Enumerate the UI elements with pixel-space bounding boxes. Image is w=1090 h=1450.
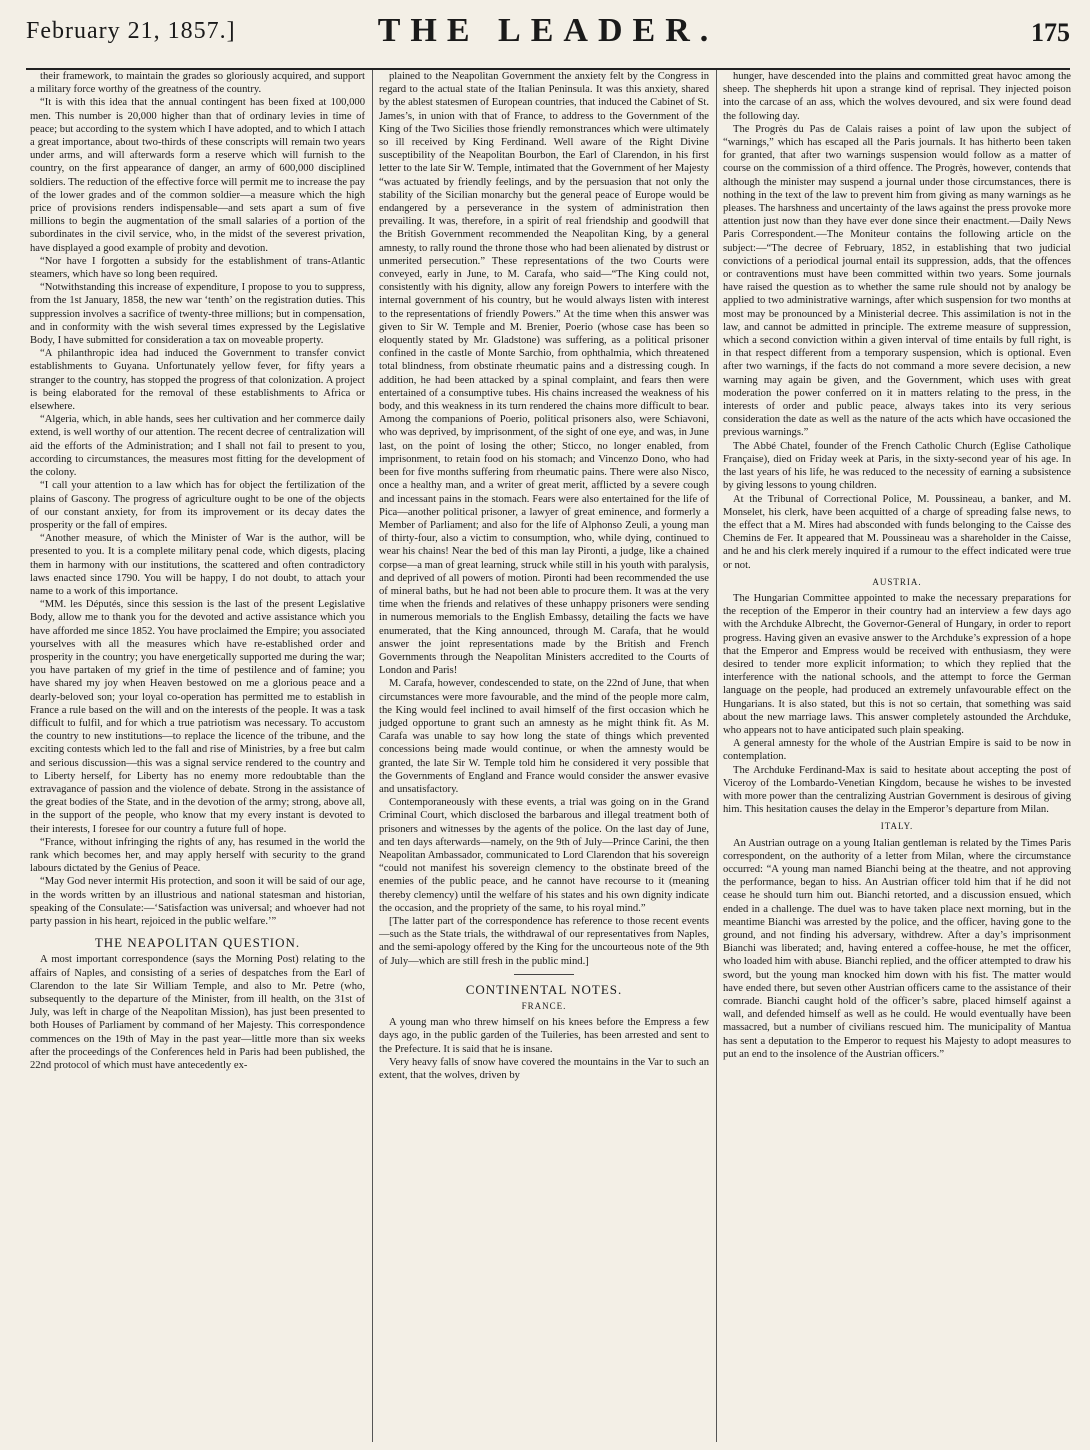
article-paragraph: A general amnesty for the whole of the Austrian Empire is said to be now in contemplation. — [723, 738, 1071, 763]
article-paragraph: A young man who threw himself on his knees before the Empress a few days ago, in the public garden of the Tuileries, has been arrested and sent to the Prefecture. It is said that he is insane. — [379, 1017, 709, 1055]
article-paragraph: M. Carafa, however, condescended to state, on the 22nd of June, that when circumstances were more favourable, and the mind of the people more calm, the King would feel inclined to avail himself of the first occasion which he judged opportune to grant such an amnesty as he might think fit. As M. Carafa was unable to say how long the state of things which prevented concessions being made would continue, or when the amnesty would be granted, the late Sir W. Temple told him he considered it very possible that the Governments of England and France would consider the answer evasive and unsatisfactory. — [379, 678, 709, 795]
article-paragraph: hunger, have descended into the plains and committed great havoc among the sheep. The shepherds hit upon a strange kind of reprisal. They injected poison into the carcase of an ass, which the wolves devoured, and six were found dead the following day. — [723, 71, 1071, 122]
article-paragraph: “MM. les Députés, since this session is the last of the present Legislative Body, allow me to thank you for the devoted and active assistance which you have afforded me since 1852. You have proclaimed the Empire; you associated yourselves with all the measures which have re-established order and prosperity in the country; you have energetically supported me during the war; you have partaken of my grief in the time of pestilence and of famine; you have shared my joy when Heaven bestowed on me a glorious peace and a dearly-beloved son; your loyal co-operation has permitted me to establish in France a rule based on the will and on the interests of the people. It was a task difficult to fulfil, and for which a true patriotism was necessary. To accustom the country to new institutions—to replace the licence of the tribune, and the exciting contests which led to the fall and rise of Ministries, by a free but calm and serious discussion—this was a signal service rendered to the country and to Liberty herself, for Liberty has no enemy more redoubtable than the extravagance of passion and the violence of debate. Strong in the assistance of the great bodies of the State, and in the devotion of the army; strong, above all, in the support of the people, who know that my every instant is devoted to their interests, I foresee for our country a future full of hope. — [30, 599, 365, 835]
article-paragraph: “Notwithstanding this increase of expenditure, I propose to you to suppress, from the 1st January, 1858, the new war ‘tenth’ on the registration duties. This suppression involves a sacrifice of twenty-three millions; but in compensation, and in conformity with the wish several times expressed by the Legislative Body, I have submitted for consideration a tax on moveable property. — [30, 282, 365, 347]
column-2 — [372, 70, 709, 1442]
neapolitan-heading: THE NEAPOLITAN QUESTION. — [94, 935, 301, 951]
article-paragraph: The Progrès du Pas de Calais raises a point of law upon the subject of “warnings,” which has escaped all the Paris journals. It has hitherto been taken for granted, that after two warnings suspension would follow as a matter of course on the commission of a third offence. The Progrès, however, contends that although the minister may suspend a journal under those circumstances, there is nothing in the text of the law to prevent him from giving as many warnings as he pleases. The harshness and uncertainty of the laws against the press provoke more attention just now than they have ever done since their enactment.—Daily News Paris Correspondent.—The Moniteur contains the following article on the subject:—“The decree of February, 1852, in establishing that two judicial convictions of a periodical journal entail its suppression, adds, that the offences or contraventions must have been committed within two years. Some journals have raised the question as to whether the same rule should not by analogy be applied to two administrative warnings, after which suspension for two months at most may be pronounced by a Ministerial decree. This assimilation is not in the law, and cannot be admitted in principle. The extreme measure of suppression, which a second conviction within a given interval of time entails by full right, is in that respect different from a temporary suspension, which is optional. Even after two warnings, if the facts do not command a more severe decision, a new warning may again be given, and the Government, which uses with great moderation the power conferred on it in matters relating to the press, in the interests of order and public peace, always takes into its very serious consideration the date as well as the nature of the acts which have occasioned the previous warnings.” — [723, 123, 1071, 439]
article-paragraph: their framework, to maintain the grades so gloriously acquired, and support a military force worthy of the greatness of the country. — [30, 71, 365, 96]
article-paragraph: The Hungarian Committee appointed to make the necessary preparations for the reception of the Emperor in their country had an interview a few days ago with the Archduke Albrecht, the Governor-General of Hungary, in order to report progress. Having given an evasive answer to the Archduke’s expression of a hope that the Emperor and Empress would be received with enthusiasm, they were desired to tender more explicit information; to which they replied that the interference with the national schools, and the attempt to force the German language on the people, had produced an extremely unfavourable effect on the Hungarians. It is also stated, but this is not so certain, that something was said about the new marriage laws. This answer completely astounded the Archduke, who appears not to have anticipated such plain speaking. — [723, 592, 1071, 736]
article-paragraph: At the Tribunal of Correctional Police, M. Poussineau, a banker, and M. Monselet, his clerk, have been acquitted of a charge of spreading false news, to the effect that a M. Mires had absconded with funds belonging to the Caisse des Chemins de Fer. It appeared that M. Poussineau was a shareholder in the Caisse, and he and his clerk merely inquired if a rumour to the effect indicated were true or not. — [723, 493, 1071, 571]
austria-subhead: AUSTRIA. — [872, 576, 922, 587]
article-paragraph: A most important correspondence (says the Morning Post) relating to the affairs of Naples, and consisting of a series of despatches from the Earl of Clarendon to the late Sir William Temple, and also to Mr. Petre (who, subsequently to the departure of the Minister, from ill health, on the 31st of July, was left in charge of the Neapolitan Mission), has just been presented to both Houses of Parliament by command of her Majesty. This correspondence commences on the 19th of May in the past year—little more than six weeks after the proceedings of the Conferences held in Paris had been published, the 22nd protocol of which must have antecedently ex- — [30, 954, 365, 1072]
article-paragraph: Very heavy falls of snow have covered the mountains in the Var to such an extent, that the wolves, driven by — [379, 1056, 709, 1082]
article-paragraph: “It is with this idea that the annual contingent has been fixed at 100,000 men. This number is 20,000 higher than that of ordinary levies in time of peace; but according to the system which I have adopted, and to which I attach a great importance, about two-thirds of these conscripts will remain two years under arms, and will afterwards form a reserve which will furnish to the country, on the first appearance of danger, an army of 600,000 disciplined soldiers. The reduction of the effective force will permit me to increase the pay of the lower grades and of the common soldier—a measure which the high price of provisions renders indispensable—and sets apart a sum of five millions to begin the augmentation of the small salaries of a portion of the subordinates in the civil service, who, in the midst of the severest privation, have displayed a good example of probity and devotion. — [30, 97, 365, 254]
continental-heading: CONTINENTAL NOTES. — [465, 981, 623, 997]
article-paragraph: The Archduke Ferdinand-Max is said to hesitate about accepting the post of Viceroy of the Lombardo-Venetian Kingdom, because he wishes to be invested with more power than the centralizing Austrian Government is desirous of giving him. This hesitation causes the delay in the Emperor’s departure from Milan. — [723, 764, 1071, 816]
article-paragraph: Contemporaneously with these events, a trial was going on in the Grand Criminal Court, which disclosed the barbarous and illegal treatment both of prisoners and witnesses by the agents of the police. On the last day of June, and ten days afterwards—namely, on the 9th of July—Prince Carini, the then Neapolitan Ambassador, communicated to Lord Clarendon that his sovereign “could not manifest his sovereign clemency to the obstinate breed of the enemies of the public peace, and he cannot have recourse to it (meaning thereby clemency) until the welfare of his states and his own dignity indicate the occasion, and the propriety of the same, to his royal mind.” — [379, 797, 709, 914]
newspaper-title: THE LEADER. — [377, 12, 719, 49]
issue-date: February 21, 1857.] — [26, 18, 236, 44]
article-paragraph: “Algeria, which, in able hands, sees her cultivation and her commerce daily extend, is well worthy of our attention. The recent decree of centralization will aid the efforts of the Administration; and I shall not fail to present to you, according to circumstances, the measures most fitting for the development of the colony. — [30, 414, 365, 479]
article-paragraph: plained to the Neapolitan Government the anxiety felt by the Congress in regard to the actual state of the Italian Peninsula. It was this anxiety, shared by the ablest statesmen of European countries, that induced the Cabinet of St. James’s, in union with that of France, to address to the Government of the King of the Two Sicilies those friendly remonstrances which were ultimately so ill received by King Ferdinand. Well aware of the Right Divine susceptibility of the Neapolitan Bourbon, the Earl of Clarendon, in his first letter to the late Sir W. Temple, intimated that the Government of her Majesty “was actuated by friendly feelings, and by the persuasion that not only the stability of the Sicilian monarchy but the general peace of Europe would be endangered by a perseverance in the system of administration then prevailing. It was, therefore, in a spirit of real friendship and goodwill that the British Government recommended the Neapolitan King, by a general amnesty, to rally round the throne those who had been alienated by distrust or unmerited persecution.” These representations of the two Courts were conveyed, early in June, to M. Carafa, who said—“The King could not, consistently with his dignity, allow any foreign Powers to interfere with the internal government of his country, but he would always listen with interest to the representations of friendly Powers.” At the time when this answer was given to Sir W. Temple and M. Brenier, Poerio (whose case has been so eloquently stated by Mr. Gladstone) was suffering, as a political prisoner confined in the castle of Monte Sarchio, from ophthalmia, which threatened total blindness, from obstinate rheumatic pains and a distressing cough. In addition, he had been attacked by a spinal complaint, and fears then were entertained of a consumptive tubes. His chains increased the weakness of his body, and this weakness in its turn rendered the chains more difficult to bear. Among the companions of Poerio, political prisoners also, were Schiavoni, who was deprived, by imprisonment, of the sight of one eye, and was, in June last, on the point of losing the other; Sticco, no longer enabled, from imprisonment, to retain food on his stomach; and Vincenzo Dono, who had been for five months suffering from rheumatic pains. There were also Nisco, once a healthy man, and a writer of great merit, afflicted by a severe cough and incessant pains in the stomach. Fears were also entertained for the life of Pica—another political prisoner, a lawyer of great eminence, and formerly a Member of Parliament; and also for the life of Alphonso Zeuli, a young man of thirty-four, also a victim to consumption, who, while dying, continued to wear his chains! Near the bed of this man lay Pironti, a judge, like a chained corpse—a man of great learning, struck while still in his youth with paralysis, and deprived of all powers of motion. Pironti had been recommended the use of mineral baths, but he had not been able to procure them. It was at the very time when the friends and relatives of these unhappy prisoners were sending in numerous memorials to the English Embassy, detailing the facts we have enumerated, that the King announced, through M. Carafa, that he would answer the joint representations made by the British and French Governments through the Neapolitan Ministers accredited to the Courts of London and Paris! — [379, 71, 709, 677]
article-paragraph: “France, without infringing the rights of any, has resumed in the world the rank which becomes her, and may apply herself with security to the grand labours dictated by the Genius of Peace. — [30, 836, 365, 875]
article-paragraph: “Nor have I forgotten a subsidy for the establishment of trans-Atlantic steamers, which have so long been required. — [30, 255, 365, 281]
article-paragraph: “A philanthropic idea had induced the Government to transfer convict establishments to Guyana. Unfortunately yellow fever, for fifty years a stranger to the country, has stopped the progress of that colonization. A project is being elaborated for the removal of these establishments to Africa or elsewhere. — [30, 348, 365, 413]
italy-subhead: ITALY. — [880, 821, 914, 832]
article-paragraph: “Another measure, of which the Minister of War is the author, will be presented to you. It is a complete military penal code, which digests, placing them in harmony with our institutions, the scattered and often contradictory laws enacted since 1790. You will be happy, I do not doubt, to attach your name to a work of this importance. — [30, 533, 365, 597]
article-paragraph: An Austrian outrage on a young Italian gentleman is related by the Times Paris correspondent, on the authority of a letter from Milan, where the circumstance occurred: “A young man named Bianchi being at the theatre, and not approving the performance, began to hiss. An Austrian officer told him that if he did not cease he should turn him out. Bianchi retorted, and a discussion ensued, which ended in a challenge. The duel was to have taken place next morning, but in the meantime Bianchi was arrested by the police, and the officer, having gone to the ground, and not finding his adversary, withdrew. After a day’s imprisonment Bianchi was liberated; and, having entered a coffee-house, he met the officer, who loaded him with abuse. Bianchi replied, and the officer attempted to draw his sword, but the young man knocked him down with his fist. The matter would have ended there, but seven other Austrian officers came to the assistance of their comrade. Bianchi caught hold of the officer’s sabre, placed himself against a wall, and defended himself as well as he could. He would eventually have been massacred, but a number of civilians rescued him. The municipality of Mantua has sent a deputation to the Emperor to request his Majesty to adopt measures to put an end to the insolence of the Austrian officers.” — [723, 837, 1071, 1060]
article-paragraph: [The latter part of the correspondence has reference to those recent events—such as the State trials, the withdrawal of our representatives from Naples, and the semi-apology offered by the King for the uncourteous note of the 9th of July—which are still fresh in the public mind.] — [379, 916, 709, 967]
article-paragraph: “I call your attention to a law which has for object the fertilization of the plains of Gascony. The progress of agriculture ought to be one of the objects of our constant anxiety, for from its improvement or its decay dates the prosperity or the fall of empires. — [30, 480, 365, 531]
article-paragraph: “May God never intermit His protection, and soon it will be said of our age, in the words written by an illustrious and national statesman and historian, speaking of the Consulate:—‘Satisfaction was universal; and whoever had not party passion in his heart, rejoiced in the public welfare.’” — [30, 876, 365, 927]
page-number: 175 — [1031, 18, 1070, 47]
column-1 — [30, 70, 365, 1442]
column-3 — [716, 70, 1071, 1442]
france-subhead: FRANCE. — [521, 1001, 567, 1012]
article-paragraph: The Abbé Chatel, founder of the French Catholic Church (Eglise Catholique Française), died on Friday week at Paris, in the sixty-second year of his age. In the last years of his life, he was reduced to the necessity of earning a subsistence by giving lessons to young children. — [723, 440, 1071, 492]
section-divider — [514, 974, 574, 975]
masthead — [26, 8, 1070, 70]
